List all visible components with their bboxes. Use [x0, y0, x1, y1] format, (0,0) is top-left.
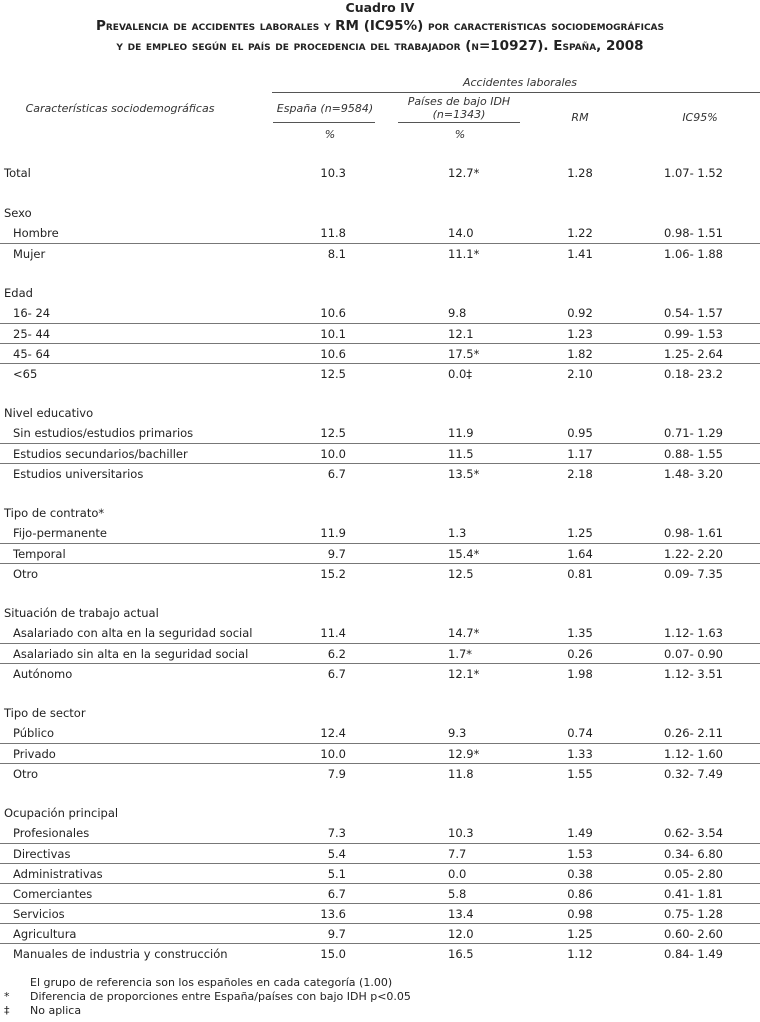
group-heading	[0, 803, 760, 823]
low-hdi-percent: 11.8	[448, 767, 474, 781]
spain-percent: 9.7	[327, 547, 346, 561]
spain-percent: 10.0	[320, 747, 346, 761]
table-row	[0, 243, 760, 264]
spain-percent: 15.2	[320, 567, 346, 581]
row-label: Temporal	[13, 547, 66, 561]
spain-percent: 11.9	[320, 526, 346, 540]
table-row	[0, 823, 760, 843]
table-row	[0, 303, 760, 323]
header-low-hdi-underline	[398, 122, 520, 123]
row-label: <65	[13, 367, 38, 381]
row-label: Otro	[13, 567, 39, 581]
footnote-symbol: *	[4, 990, 10, 1003]
rm-value: 1.12	[567, 947, 593, 961]
rm-value: 2.18	[567, 467, 593, 481]
low-hdi-percent: 11.9	[448, 426, 474, 440]
low-hdi-percent: 9.3	[448, 726, 467, 740]
ci-value: 0.88- 1.55	[663, 447, 723, 461]
low-hdi-percent: 16.5	[448, 947, 474, 961]
ci-value: 1.22- 2.20	[663, 547, 723, 561]
spain-percent: 12.4	[320, 726, 346, 740]
table-row	[0, 563, 760, 584]
table-row	[0, 863, 760, 884]
ci-value: 0.18- 23.2	[663, 367, 723, 381]
low-hdi-percent: 0.0	[448, 867, 467, 881]
ci-value: 0.54- 1.57	[663, 306, 723, 320]
table-row	[0, 543, 760, 564]
rm-value: 1.49	[567, 826, 593, 840]
table-row	[0, 323, 760, 344]
rm-value: 1.53	[567, 847, 593, 861]
group-heading	[0, 703, 760, 723]
low-hdi-percent: 14.7*	[448, 626, 480, 640]
ci-value: 0.26- 2.11	[663, 726, 723, 740]
rm-value: 0.98	[567, 907, 593, 921]
ci-value: 0.60- 2.60	[663, 927, 723, 941]
low-hdi-percent: 12.7*	[448, 166, 480, 180]
spain-percent: 6.7	[327, 467, 346, 481]
spain-percent: 15.0	[320, 947, 346, 961]
row-label: Estudios universitarios	[13, 467, 144, 481]
header-pct-low-hdi: %	[454, 128, 466, 141]
low-hdi-percent: 12.0	[448, 927, 474, 941]
rm-value: 0.86	[567, 887, 593, 901]
row-label: Profesionales	[13, 826, 90, 840]
group-title: Sexo	[4, 206, 32, 220]
rm-value: 0.38	[567, 867, 593, 881]
spain-percent: 5.1	[327, 867, 346, 881]
header-rm: RM	[571, 111, 589, 124]
rm-value: 0.74	[567, 726, 593, 740]
rm-value: 1.55	[567, 767, 593, 781]
table-number: Cuadro IV	[345, 0, 415, 15]
low-hdi-percent: 12.5	[448, 567, 474, 581]
ci-value: 0.32- 7.49	[663, 767, 723, 781]
ci-value: 0.75- 1.28	[663, 907, 723, 921]
ci-value: 0.99- 1.53	[663, 327, 723, 341]
rm-value: 0.81	[567, 567, 593, 581]
spain-percent: 11.4	[320, 626, 346, 640]
table-row	[0, 343, 760, 364]
group-heading	[0, 603, 760, 623]
row-label: Otro	[13, 767, 39, 781]
rm-value: 1.64	[567, 547, 593, 561]
table-row	[0, 923, 760, 944]
table-row	[0, 363, 760, 384]
spain-percent: 6.7	[327, 667, 346, 681]
group-title: Tipo de contrato*	[4, 506, 105, 520]
ci-value: 0.41- 1.81	[663, 887, 723, 901]
rm-value: 1.33	[567, 747, 593, 761]
row-label: 16- 24	[13, 306, 51, 320]
low-hdi-percent: 11.1*	[448, 247, 480, 261]
table-row	[0, 903, 760, 924]
group-heading	[0, 503, 760, 523]
group-heading	[0, 203, 760, 223]
ci-value: 1.12- 1.63	[663, 626, 723, 640]
low-hdi-percent: 7.7	[448, 847, 467, 861]
table-row	[0, 763, 760, 784]
table-row	[0, 643, 760, 664]
row-label: Asalariado sin alta en la seguridad social	[13, 647, 249, 661]
table-row	[0, 743, 760, 764]
group-title: Edad	[4, 286, 33, 300]
low-hdi-percent: 15.4*	[448, 547, 480, 561]
ci-value: 0.07- 0.90	[663, 647, 723, 661]
row-label: 45- 64	[13, 347, 51, 361]
rm-value: 0.26	[567, 647, 593, 661]
low-hdi-percent: 13.4	[448, 907, 474, 921]
low-hdi-percent: 17.5*	[448, 347, 480, 361]
rm-value: 1.22	[567, 226, 593, 240]
header-ci: IC95%	[682, 111, 718, 124]
table-row	[0, 943, 760, 964]
rm-value: 2.10	[567, 367, 593, 381]
group-title: Nivel educativo	[4, 406, 94, 420]
low-hdi-percent: 11.5	[448, 447, 474, 461]
row-label: Total	[4, 166, 31, 180]
spain-percent: 5.4	[327, 847, 346, 861]
header-spain-underline	[273, 122, 375, 123]
row-label: Fijo-permanente	[13, 526, 107, 540]
spain-percent: 11.8	[320, 226, 346, 240]
group-title: Tipo de sector	[4, 706, 86, 720]
spain-percent: 9.7	[327, 927, 346, 941]
footnote-text: El grupo de referencia son los españoles en cada categoría (1.00)	[30, 976, 393, 989]
header-low-hdi: Países de bajo IDH (n=1343)	[407, 95, 511, 121]
low-hdi-percent: 12.9*	[448, 747, 480, 761]
row-label: Autónomo	[13, 667, 73, 681]
ci-value: 0.34- 6.80	[663, 847, 723, 861]
ci-value: 0.05- 2.80	[663, 867, 723, 881]
spain-percent: 6.7	[327, 887, 346, 901]
spain-percent: 10.6	[320, 306, 346, 320]
row-label: Sin estudios/estudios primarios	[13, 426, 194, 440]
spain-percent: 12.5	[320, 426, 346, 440]
ci-value: 0.84- 1.49	[663, 947, 723, 961]
spain-percent: 7.3	[327, 826, 346, 840]
header-spain: España (n=9584)	[276, 102, 374, 115]
low-hdi-percent: 5.8	[448, 887, 467, 901]
row-label: Público	[13, 726, 55, 740]
rm-value: 1.17	[567, 447, 593, 461]
table-title-line-2: y de empleo según el país de procedencia del trabajador (n=10927). España, 2008	[116, 38, 644, 54]
spain-percent: 10.0	[320, 447, 346, 461]
rm-value: 1.23	[567, 327, 593, 341]
ci-value: 1.12- 1.60	[663, 747, 723, 761]
low-hdi-percent: 0.0‡	[448, 367, 473, 381]
ci-value: 1.12- 3.51	[663, 667, 723, 681]
table-row	[0, 223, 760, 243]
ci-value: 1.25- 2.64	[663, 347, 723, 361]
rm-value: 1.41	[567, 247, 593, 261]
rm-value: 1.98	[567, 667, 593, 681]
row-label: Servicios	[13, 907, 65, 921]
spain-percent: 10.6	[320, 347, 346, 361]
table-row	[0, 723, 760, 743]
row-label: Asalariado con alta en la seguridad social	[13, 626, 253, 640]
footnote-text: Diferencia de proporciones entre España/países con bajo IDH p<0.05	[30, 990, 411, 1003]
group-heading	[0, 283, 760, 303]
group-title: Situación de trabajo actual	[4, 606, 159, 620]
low-hdi-percent: 9.8	[448, 306, 467, 320]
rm-value: 1.25	[567, 927, 593, 941]
footnote-text: No aplica	[30, 1004, 82, 1017]
low-hdi-percent: 12.1*	[448, 667, 480, 681]
row-label: Privado	[13, 747, 56, 761]
spain-percent: 12.5	[320, 367, 346, 381]
table-row	[0, 523, 760, 543]
ci-value: 0.62- 3.54	[663, 826, 723, 840]
ci-value: 0.98- 1.51	[663, 226, 723, 240]
low-hdi-percent: 12.1	[448, 327, 474, 341]
ci-value: 0.98- 1.61	[663, 526, 723, 540]
row-label: Comerciantes	[13, 887, 93, 901]
low-hdi-percent: 13.5*	[448, 467, 480, 481]
ci-value: 1.06- 1.88	[663, 247, 723, 261]
header-pct-spain: %	[324, 128, 336, 141]
table-row	[0, 623, 760, 643]
ci-value: 0.09- 7.35	[663, 567, 723, 581]
ci-value: 0.71- 1.29	[663, 426, 723, 440]
table-row	[0, 883, 760, 904]
rm-value: 1.82	[567, 347, 593, 361]
footnote-symbol: ‡	[4, 1004, 10, 1017]
group-title: Ocupación principal	[4, 806, 119, 820]
ci-value: 1.07- 1.52	[663, 166, 723, 180]
row-label: Manuales de industria y construcción	[13, 947, 228, 961]
spain-percent: 10.3	[320, 166, 346, 180]
spain-percent: 10.1	[320, 327, 346, 341]
row-label: Mujer	[13, 247, 46, 261]
rm-value: 0.92	[567, 306, 593, 320]
row-label: Hombre	[13, 226, 59, 240]
rm-value: 1.25	[567, 526, 593, 540]
low-hdi-percent: 14.0	[448, 226, 474, 240]
header-divider	[272, 92, 760, 93]
row-label: Estudios secundarios/bachiller	[13, 447, 188, 461]
spain-percent: 8.1	[327, 247, 346, 261]
row-label: Directivas	[13, 847, 71, 861]
ci-value: 1.48- 3.20	[663, 467, 723, 481]
rm-value: 1.35	[567, 626, 593, 640]
rm-value: 0.95	[567, 426, 593, 440]
table-row	[0, 663, 760, 684]
table-row	[0, 163, 760, 183]
spain-percent: 13.6	[320, 907, 346, 921]
table-row	[0, 443, 760, 464]
low-hdi-percent: 1.7*	[448, 647, 473, 661]
header-characteristics: Características sociodemográficas	[25, 102, 215, 115]
table-title-line-1: Prevalencia de accidentes laborales y RM (IC95%) por características sociodemográficas	[95, 18, 665, 34]
table-row	[0, 843, 760, 864]
table-row	[0, 463, 760, 484]
table-row	[0, 423, 760, 443]
row-label: 25- 44	[13, 327, 51, 341]
spain-percent: 7.9	[327, 767, 346, 781]
low-hdi-percent: 10.3	[448, 826, 474, 840]
header-group: Accidentes laborales	[462, 76, 578, 89]
rm-value: 1.28	[567, 166, 593, 180]
group-heading	[0, 403, 760, 423]
spain-percent: 6.2	[327, 647, 346, 661]
row-label: Administrativas	[13, 867, 103, 881]
row-label: Agricultura	[13, 927, 77, 941]
low-hdi-percent: 1.3	[448, 526, 467, 540]
